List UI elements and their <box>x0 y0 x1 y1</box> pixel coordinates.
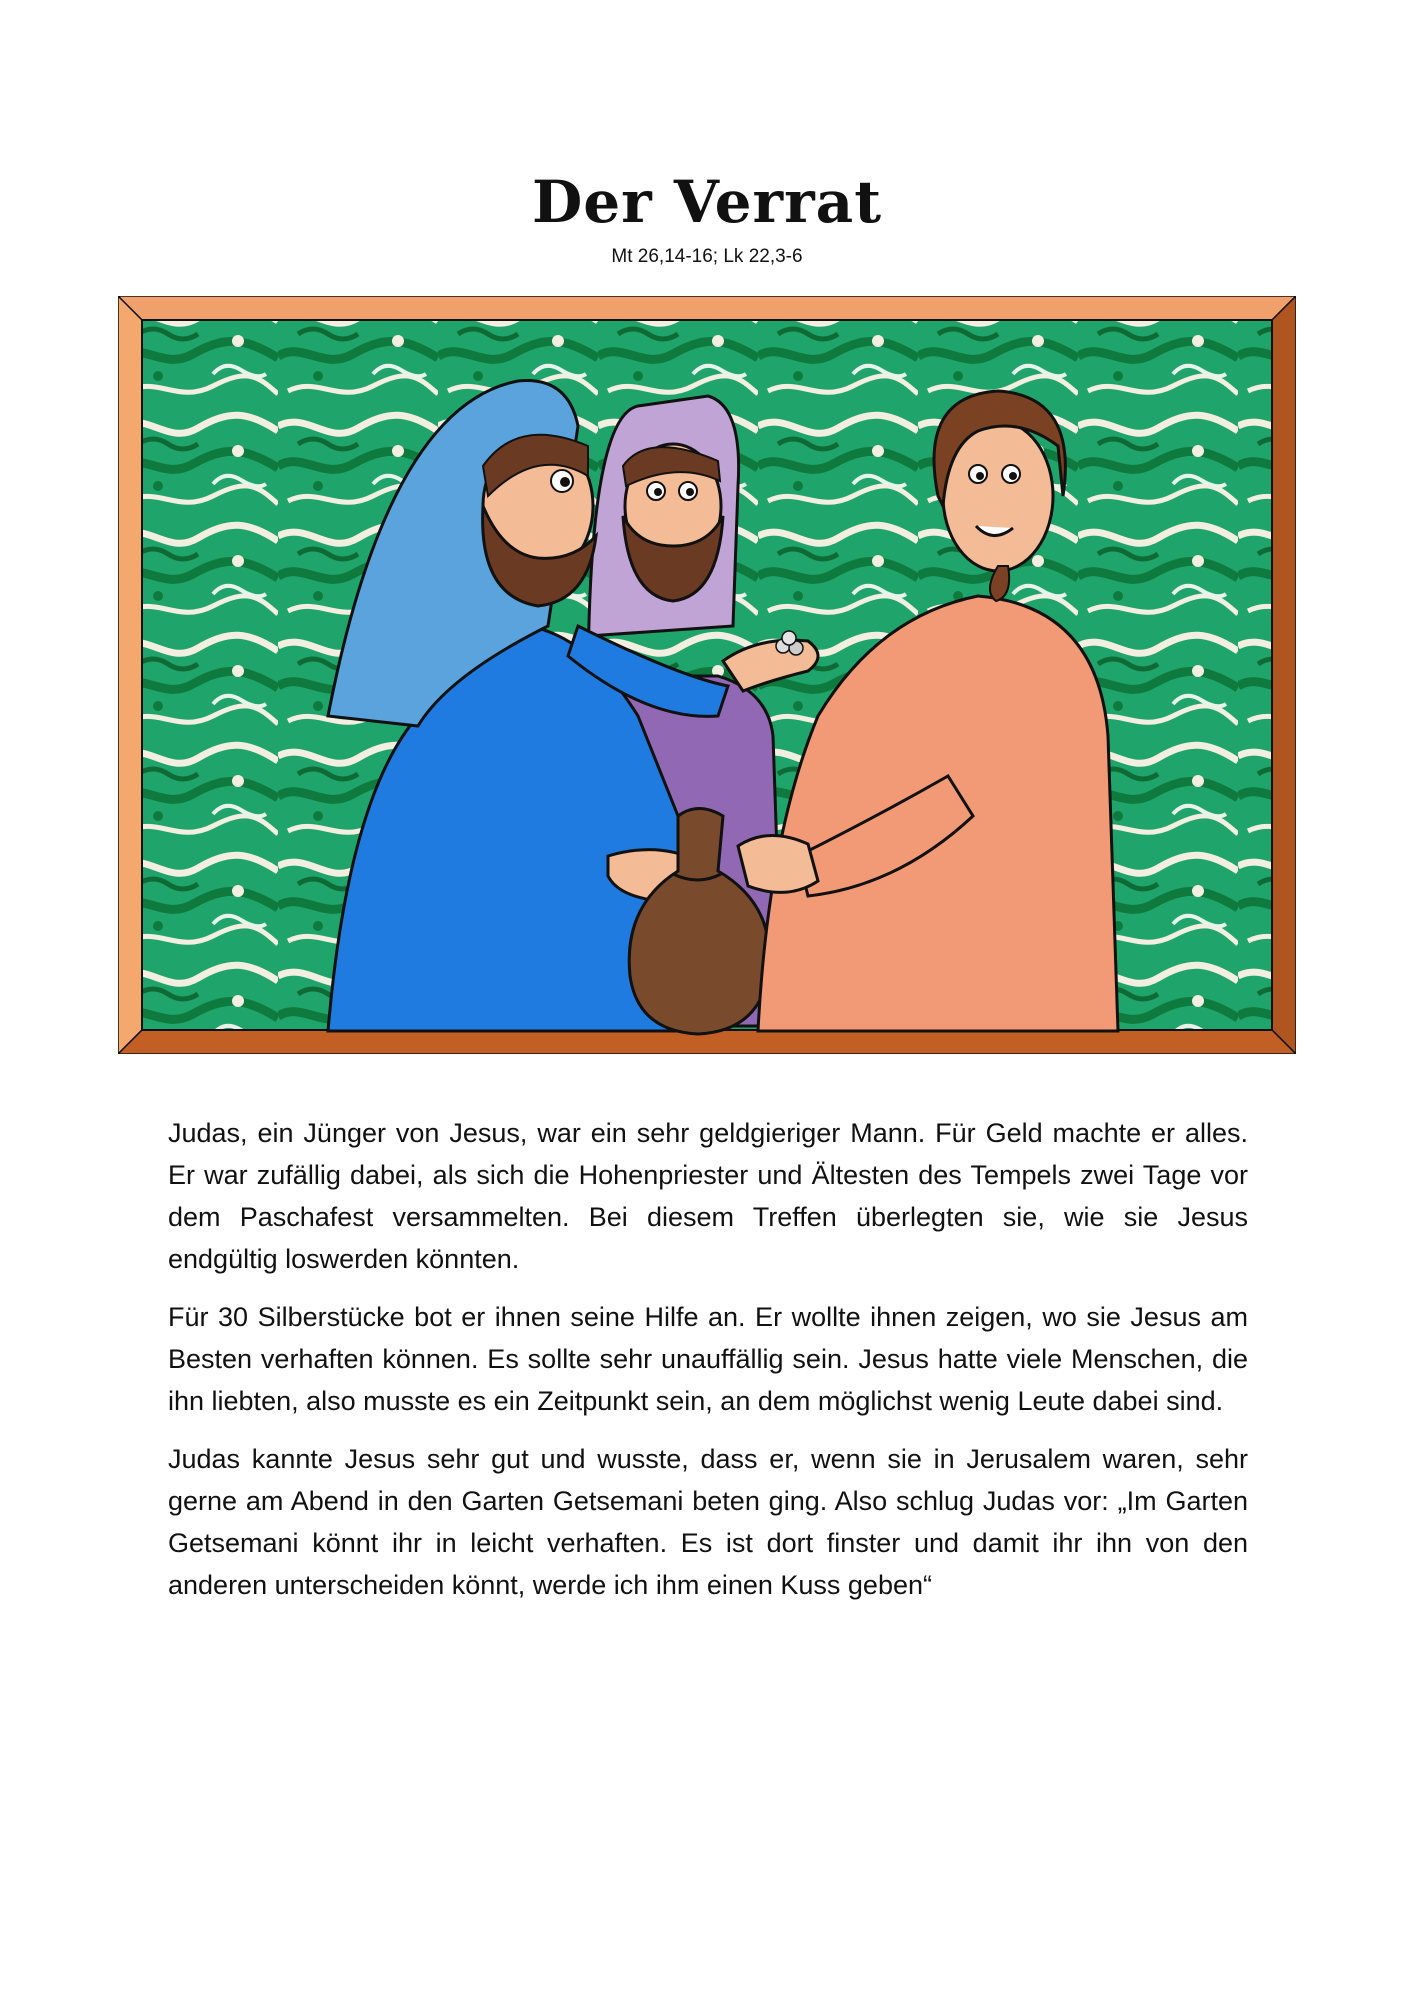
bible-reference: Mt 26,14-16; Lk 22,3-6 <box>611 246 803 267</box>
page-title: Der Verrat <box>531 168 882 236</box>
paragraph: Für 30 Silberstücke bot er ihnen seine Hilfe an. Er wollte ihnen zeigen, wo sie Jesus am Besten verhaften können. Es sollte sehr unauffällig sein. Jesus hatte viele Menschen, die ihn liebten, also musste es ein Zeitpunkt sein, an dem möglichst wenig Leute dabei sind. <box>168 1302 1248 1416</box>
paragraph: Judas, ein Jünger von Jesus, war ein sehr geldgieriger Mann. Für Geld machte er alles. Er war zufällig dabei, als sich die Hohenpriester und Ältesten des Tempels zwei Tage vor dem Paschafest versammelten. Bei diesem Treffen überlegten sie, wie sie Jesus endgültig loswerden könnten. <box>168 1118 1248 1274</box>
paragraph: Judas kannte Jesus sehr gut und wusste, dass er, wenn sie in Jerusalem waren, sehr gerne am Abend in den Garten Getsemani beten ging. Also schlug Judas vor: „Im Garten Getsemani könnt ihr in leicht verhaften. Es ist dort finster und damit ihr ihn von den anderen unterscheiden könnt, werde ich ihm einen Kuss geben“ <box>168 1444 1248 1600</box>
illustration-frame <box>118 296 1296 1054</box>
story-text <box>168 1112 1248 1622</box>
illustration <box>118 296 1296 1054</box>
